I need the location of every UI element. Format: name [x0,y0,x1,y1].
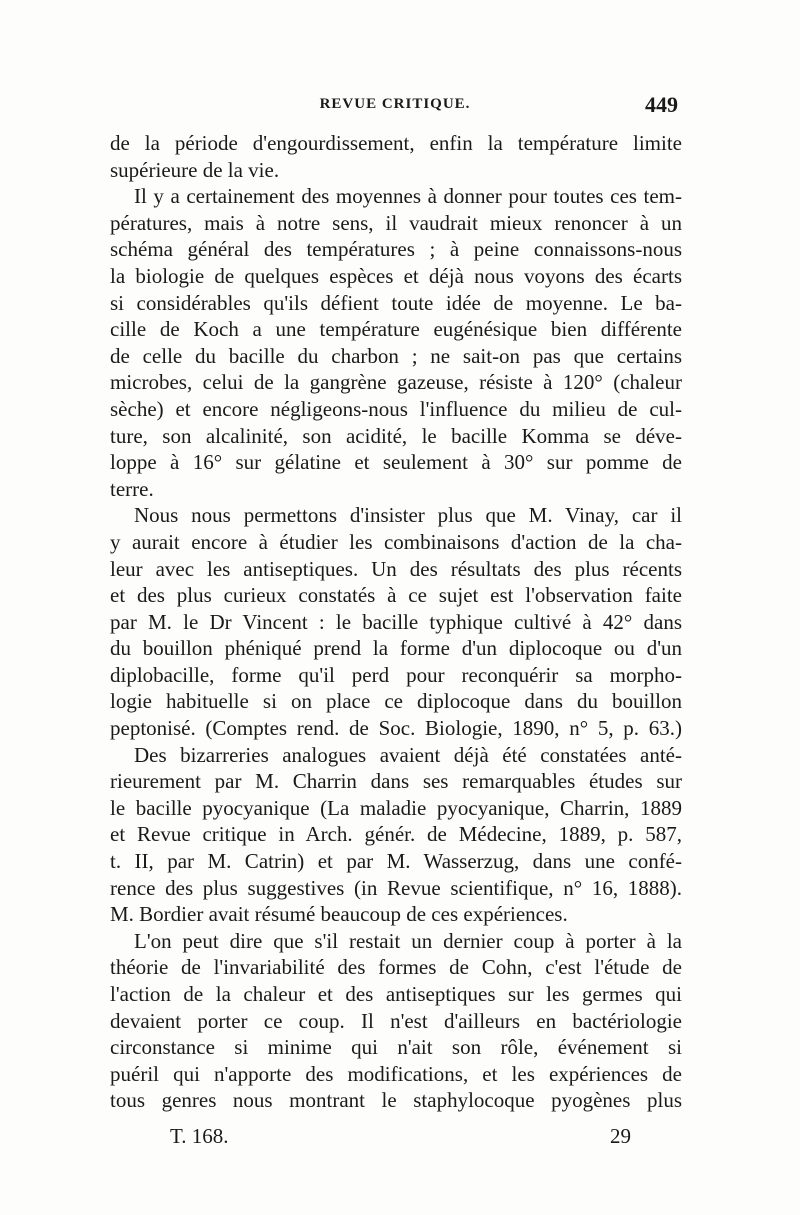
text-line: théorie de l'invariabilité des formes de Cohn, c'est l'étude de [110,955,682,980]
text-line: ture, son alcalinité, son acidité, le bacille Komma se déve- [110,423,682,448]
text-line: t. II, par M. Catrin) et par M. Wasserzug, dans une confé- [110,849,682,874]
text-line: L'on peut dire que s'il restait un dernier coup à porter à la [134,928,682,953]
text-line: devaient porter ce coup. Il n'est d'ailleurs en bactériologie [110,1008,682,1033]
text-line: schéma général des températures ; à peine connaissons-nous [110,237,682,262]
body-text [110,130,682,1114]
text-line: cille de Koch a une température eugénésique bien différente [110,317,682,342]
text-line: sèche) et encore négligeons-nous l'influence du milieu de cul- [110,396,682,421]
text-line: leur avec les antiseptiques. Un des résultats des plus récents [110,556,682,581]
text-line: terre. [110,476,154,501]
text-line: y aurait encore à étudier les combinaisons d'action de la cha- [110,529,682,554]
text-line: logie habituelle si on place ce diplocoque dans du bouillon [110,689,682,714]
page-header [108,92,682,122]
text-line: diplobacille, forme qu'il perd pour reconquérir sa morpho- [110,662,682,687]
volume-mark: T. 168. [170,1124,229,1148]
text-line: de celle du bacille du charbon ; ne sait-on pas que certains [110,343,682,368]
text-line: microbes, celui de la gangrène gazeuse, résiste à 120° (chaleur [110,370,682,395]
text-line: Des bizarreries analogues avaient déjà été constatées anté- [134,742,682,767]
text-line: de la période d'engourdissement, enfin la température limite [110,131,682,155]
text-line: et Revue critique in Arch. génér. de Médecine, 1889, p. 587, [110,822,682,847]
text-line: rence des plus suggestives (in Revue scientifique, n° 16, 1888). [110,875,682,900]
text-line: et des plus curieux constatés à ce sujet est l'observation faite [110,583,682,608]
text-line: peptonisé. (Comptes rend. de Soc. Biologie, 1890, n° 5, p. 63.) [110,716,682,741]
text-line: pératures, mais à notre sens, il vaudrait mieux renoncer à un [110,210,682,235]
signature-mark: 29 [610,1124,631,1148]
text-line: le bacille pyocyanique (La maladie pyocyanique, Charrin, 1889 [110,795,682,820]
text-line: puéril qui n'apporte des modifications, et les expériences de [110,1061,682,1086]
text-line: si considérables qu'ils défient toute idée de moyenne. Le ba- [110,290,682,315]
text-line: l'action de la chaleur et des antiseptiques sur les germes qui [110,982,682,1006]
text-line: tous genres nous montrant le staphylocoque pyogènes plus [110,1088,682,1113]
text-line: rieurement par M. Charrin dans ses remarquables études sur [110,769,682,794]
running-title: REVUE CRITIQUE. [319,96,471,112]
page-number: 449 [645,92,678,117]
text-line: du bouillon phéniqué prend la forme d'un diplocoque ou d'un [110,636,682,661]
text-line: M. Bordier avait résumé beaucoup de ces expériences. [110,902,568,927]
text-line: supérieure de la vie. [110,157,280,182]
text-line: la biologie de quelques espèces et déjà nous voyons des écarts [110,263,682,288]
text-line: loppe à 16° sur gélatine et seulement à 30° sur pomme de [110,450,682,475]
text-line: circonstance si minime qui n'ait son rôle, événement si [110,1035,682,1060]
text-line: par M. le Dr Vincent : le bacille typhique cultivé à 42° dans [110,609,682,634]
text-line: Il y a certainement des moyennes à donner pour toutes ces tem- [134,184,682,209]
text-line: Nous nous permettons d'insister plus que M. Vinay, car il [134,503,682,528]
page-footer [110,1124,682,1154]
